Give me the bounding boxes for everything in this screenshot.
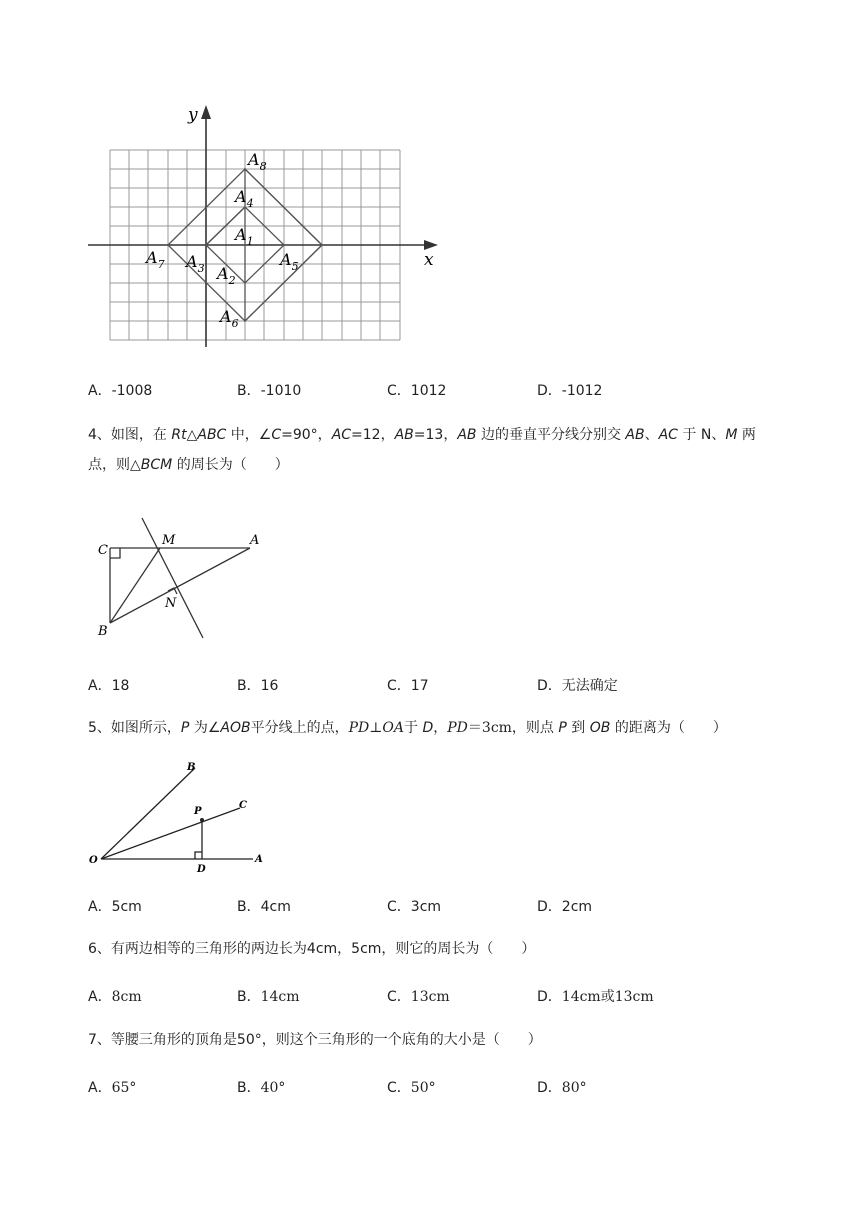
q5-angle-figure — [85, 758, 275, 878]
option-c[interactable]: C．1012 — [387, 383, 447, 399]
option-d[interactable]: D．2cm — [537, 899, 593, 915]
option-c[interactable]: C．50° — [387, 1080, 436, 1096]
label-n: N — [165, 596, 177, 611]
option-c[interactable]: C．13cm — [387, 989, 450, 1005]
option-b[interactable]: B．14cm — [237, 989, 300, 1005]
option-c[interactable]: C．3cm — [387, 899, 442, 915]
question-4-text: 4、如图，在 Rt△ABC 中，∠C=90°，AC=12，AB=13，AB 边的垂直平分线分别交 AB、AC 于 N、M 两 点，则△BCM 的周长为（ ） — [88, 427, 756, 473]
option-b[interactable]: B．4cm — [237, 899, 291, 915]
label-b: B — [187, 762, 196, 773]
label-a: A — [250, 533, 260, 548]
point-label-a7: $A_7$ — [146, 248, 165, 271]
q4-triangle-figure — [90, 510, 280, 645]
label-c: C — [98, 543, 108, 558]
label-p: P — [194, 806, 202, 817]
option-a[interactable]: A．65° — [88, 1080, 137, 1096]
point-label-a3: $A_3$ — [186, 252, 205, 275]
option-a[interactable]: A．5cm — [88, 899, 142, 915]
point-label-a4: $A_4$ — [235, 187, 254, 210]
label-o: O — [89, 855, 98, 866]
label-a: A — [255, 854, 263, 865]
axis-x-label: x — [424, 250, 434, 270]
point-label-a8: $A_8$ — [248, 150, 267, 173]
option-a[interactable]: A．18 — [88, 678, 130, 694]
question-6-text: 6、有两边相等的三角形的两边长为4cm，5cm，则它的周长为（ ） — [88, 941, 536, 957]
option-d[interactable]: D．80° — [537, 1080, 587, 1096]
point-label-a1: $A_1$ — [235, 225, 254, 248]
point-label-a5: $A_5$ — [280, 250, 299, 273]
option-a[interactable]: A．-1008 — [88, 383, 153, 399]
question-5-text: 5、如图所示，P 为∠AOB平分线上的点，PD⊥OA于 D，PD＝3cm，则点 P 到 OB 的距离为（ ） — [88, 720, 727, 736]
option-d[interactable]: D．-1012 — [537, 383, 603, 399]
label-b: B — [98, 624, 108, 639]
option-b[interactable]: B．40° — [237, 1080, 286, 1096]
label-m: M — [162, 533, 176, 548]
question-7-text: 7、等腰三角形的顶角是50°，则这个三角形的一个底角的大小是（ ） — [88, 1032, 542, 1048]
option-d[interactable]: D．无法确定 — [537, 678, 618, 694]
option-c[interactable]: C．17 — [387, 678, 429, 694]
point-label-a6: $A_6$ — [220, 307, 239, 330]
option-d[interactable]: D．14cm或13cm — [537, 989, 654, 1005]
axis-y-label: y — [188, 105, 198, 125]
point-label-a2: $A_2$ — [217, 264, 236, 287]
label-d: D — [197, 864, 206, 875]
option-b[interactable]: B．16 — [237, 678, 279, 694]
label-c: C — [239, 800, 247, 811]
option-b[interactable]: B．-1010 — [237, 383, 302, 399]
option-a[interactable]: A．8cm — [88, 989, 142, 1005]
q3-grid-figure — [80, 95, 450, 355]
